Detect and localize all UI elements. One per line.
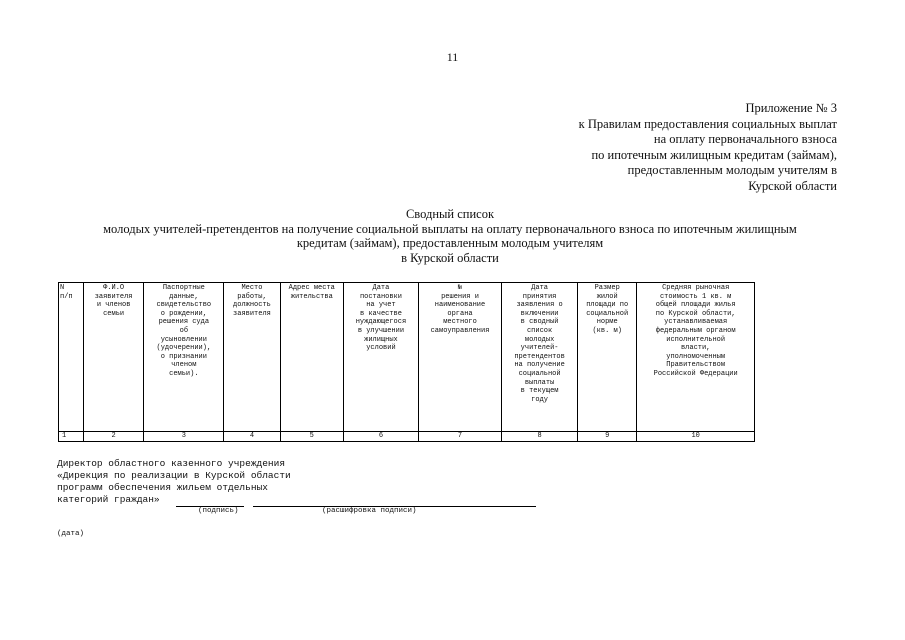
column-number: 7 [418, 432, 501, 442]
decryption-caption: (расшифровка подписи) [322, 507, 417, 515]
header-cell: Ф.И.О заявителя и членов семьи [83, 283, 143, 432]
header-cell: Место работы, должность заявителя [224, 283, 280, 432]
signatory-line: программ обеспечения жильем отдельных [57, 482, 268, 493]
appendix-line: предоставленным молодым учителям в [627, 163, 837, 177]
appendix-line: на оплату первоначального взноса [653, 132, 837, 146]
appendix-line: по ипотечным жилищным кредитам (займам), [591, 147, 837, 162]
header-cell: Дата постановки на учет в качестве нуждающегося в улучшении жилищных условий [344, 283, 419, 432]
title-line: молодых учителей-претендентов на получение социальной выплаты на оплату первоначального взноса по ипотечным жилищным [103, 221, 797, 236]
signatory-line: «Дирекция по реализации в Курской области [57, 470, 291, 481]
header-cell: Адрес места жительства [280, 283, 343, 432]
column-number: 8 [502, 432, 578, 442]
appendix-line: к Правилам предоставления социальных выплат [578, 116, 837, 131]
column-number: 4 [224, 432, 280, 442]
column-number: 3 [144, 432, 224, 442]
document-title [60, 207, 840, 265]
header-cell: N п/п [59, 283, 84, 432]
summary-table [58, 282, 755, 442]
header-cell: Размер жилой площади по социальной норме (кв. м) [578, 283, 637, 432]
appendix-reference [579, 101, 837, 194]
header-cell: Паспортные данные, свидетельство о рождении, решения суда об усыновлении (удочерении), о признании членом семьи). [144, 283, 224, 432]
column-number: 9 [578, 432, 637, 442]
header-cell: Средняя рыночная стоимость 1 кв. м общей площади жилья по Курской области, устанавливаемая федеральным органом исполнительной власти, уполномоченным Правительством Российской Федерации [637, 283, 755, 432]
column-number: 6 [344, 432, 419, 442]
appendix-line: Курской области [748, 178, 837, 193]
header-cell: Дата принятия заявления о включении в сводный список молодых учителей- претендентов на получение социальной выплаты в текущем году [502, 283, 578, 432]
title-line: Сводный список [405, 207, 495, 221]
signature-caption: (подпись) [198, 507, 239, 515]
column-number: 10 [637, 432, 755, 442]
appendix-line: Приложение № 3 [745, 101, 837, 115]
page-number: 11 [446, 50, 459, 64]
column-number: 2 [83, 432, 143, 442]
header-cell: № решения и наименование органа местного самоуправления [418, 283, 501, 432]
signatory-line: категорий граждан» [57, 494, 160, 505]
date-caption: (дата) [57, 530, 85, 538]
table-header-row [59, 283, 755, 432]
column-number: 1 [59, 432, 84, 442]
signatory-line: Директор областного казенного учреждения [57, 458, 286, 469]
column-number: 5 [280, 432, 343, 442]
table-number-row [59, 432, 755, 442]
title-line: кредитам (займам), предоставленным молодым учителям [296, 236, 604, 250]
signatory-block [57, 458, 291, 506]
title-line: в Курской области [401, 250, 499, 265]
